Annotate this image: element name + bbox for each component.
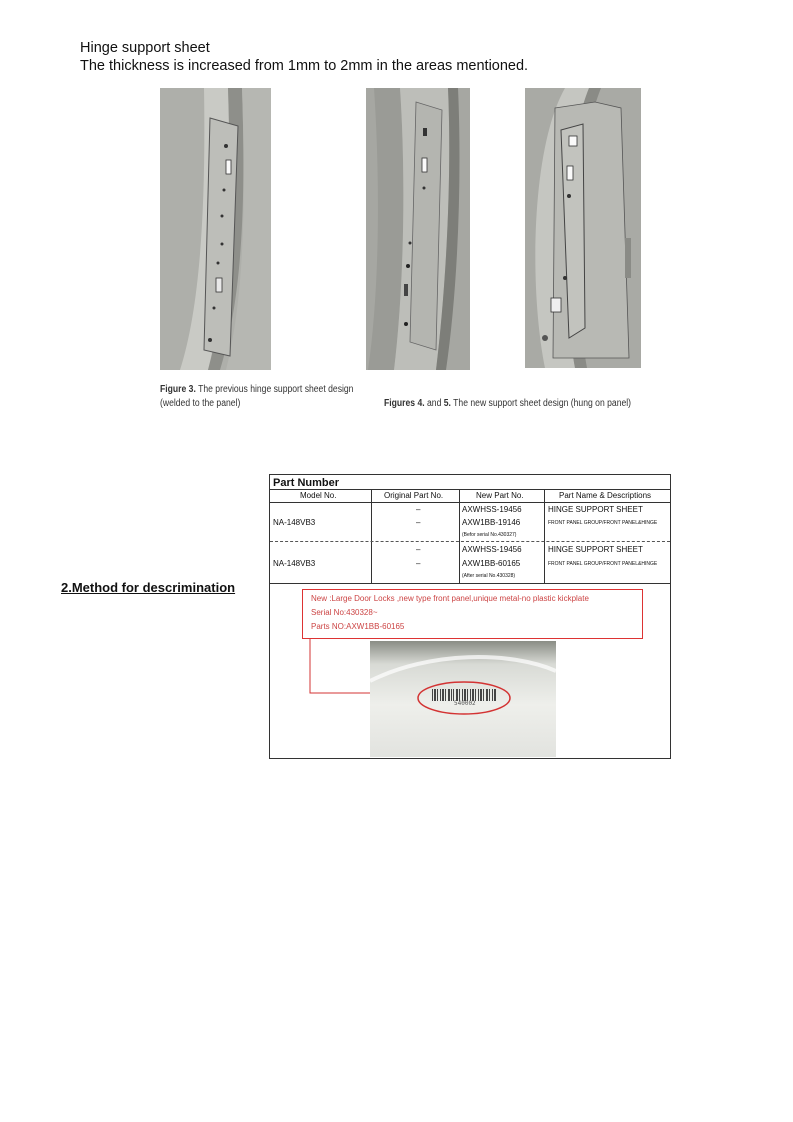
barcode-photo — [370, 641, 556, 757]
notice-line-2: Serial No:430328~ — [311, 608, 378, 617]
header-line-2: The thickness is increased from 1mm to 2mm in the areas mentioned. — [80, 58, 529, 74]
g1-orig-1: – — [416, 505, 421, 514]
g2-new-2: AXW1BB-60165 — [462, 559, 521, 568]
g1-desc: FRONT PANEL GROUP/FRONT PANEL&HINGE — [548, 520, 658, 526]
g2-orig-2: – — [416, 559, 421, 568]
g1-name: HINGE SUPPORT SHEET — [548, 505, 643, 514]
g1-model: NA-148VB3 — [273, 518, 316, 527]
header-model: Model No. — [300, 491, 337, 500]
g2-note: (After serial No.430328) — [462, 573, 516, 579]
header-new: New Part No. — [476, 491, 524, 500]
g1-new-1: AXWHSS-19456 — [462, 505, 522, 514]
g1-new-2: AXW1BB-19146 — [462, 518, 521, 527]
figure-4-photo — [366, 88, 470, 370]
barcode-number: 540002 — [454, 700, 476, 707]
section-heading: 2.Method for descrimination — [61, 580, 236, 595]
figure-3-photo — [160, 88, 271, 370]
table-title: Part Number — [273, 477, 340, 489]
g2-orig-1: – — [416, 545, 421, 554]
header-original: Original Part No. — [384, 491, 444, 500]
notice-line-1: New :Large Door Locks ,new type front panel,unique metal-no plastic kickplate — [311, 594, 589, 603]
part-number-table — [269, 474, 671, 759]
figure-3-caption-line-2: (welded to the panel) — [160, 398, 241, 409]
g2-name: HINGE SUPPORT SHEET — [548, 545, 643, 554]
figure-3-caption: Figure 3. The previous hinge support sheet design — [160, 384, 354, 395]
notice-line-3: Parts NO:AXW1BB-60165 — [311, 622, 405, 631]
g2-desc: FRONT PANEL GROUP/FRONT PANEL&HINGE — [548, 561, 658, 567]
g1-note: (Befor serial No.430327) — [462, 532, 517, 538]
g2-new-1: AXWHSS-19456 — [462, 545, 522, 554]
header-name: Part Name & Descriptions — [559, 491, 652, 500]
figure-5-photo — [525, 88, 641, 368]
g1-orig-2: – — [416, 518, 421, 527]
header-line-1: Hinge support sheet — [80, 40, 210, 56]
g2-model: NA-148VB3 — [273, 559, 316, 568]
figure-4-5-caption: Figures 4. and 5. The new support sheet design (hung on panel) — [384, 398, 632, 409]
